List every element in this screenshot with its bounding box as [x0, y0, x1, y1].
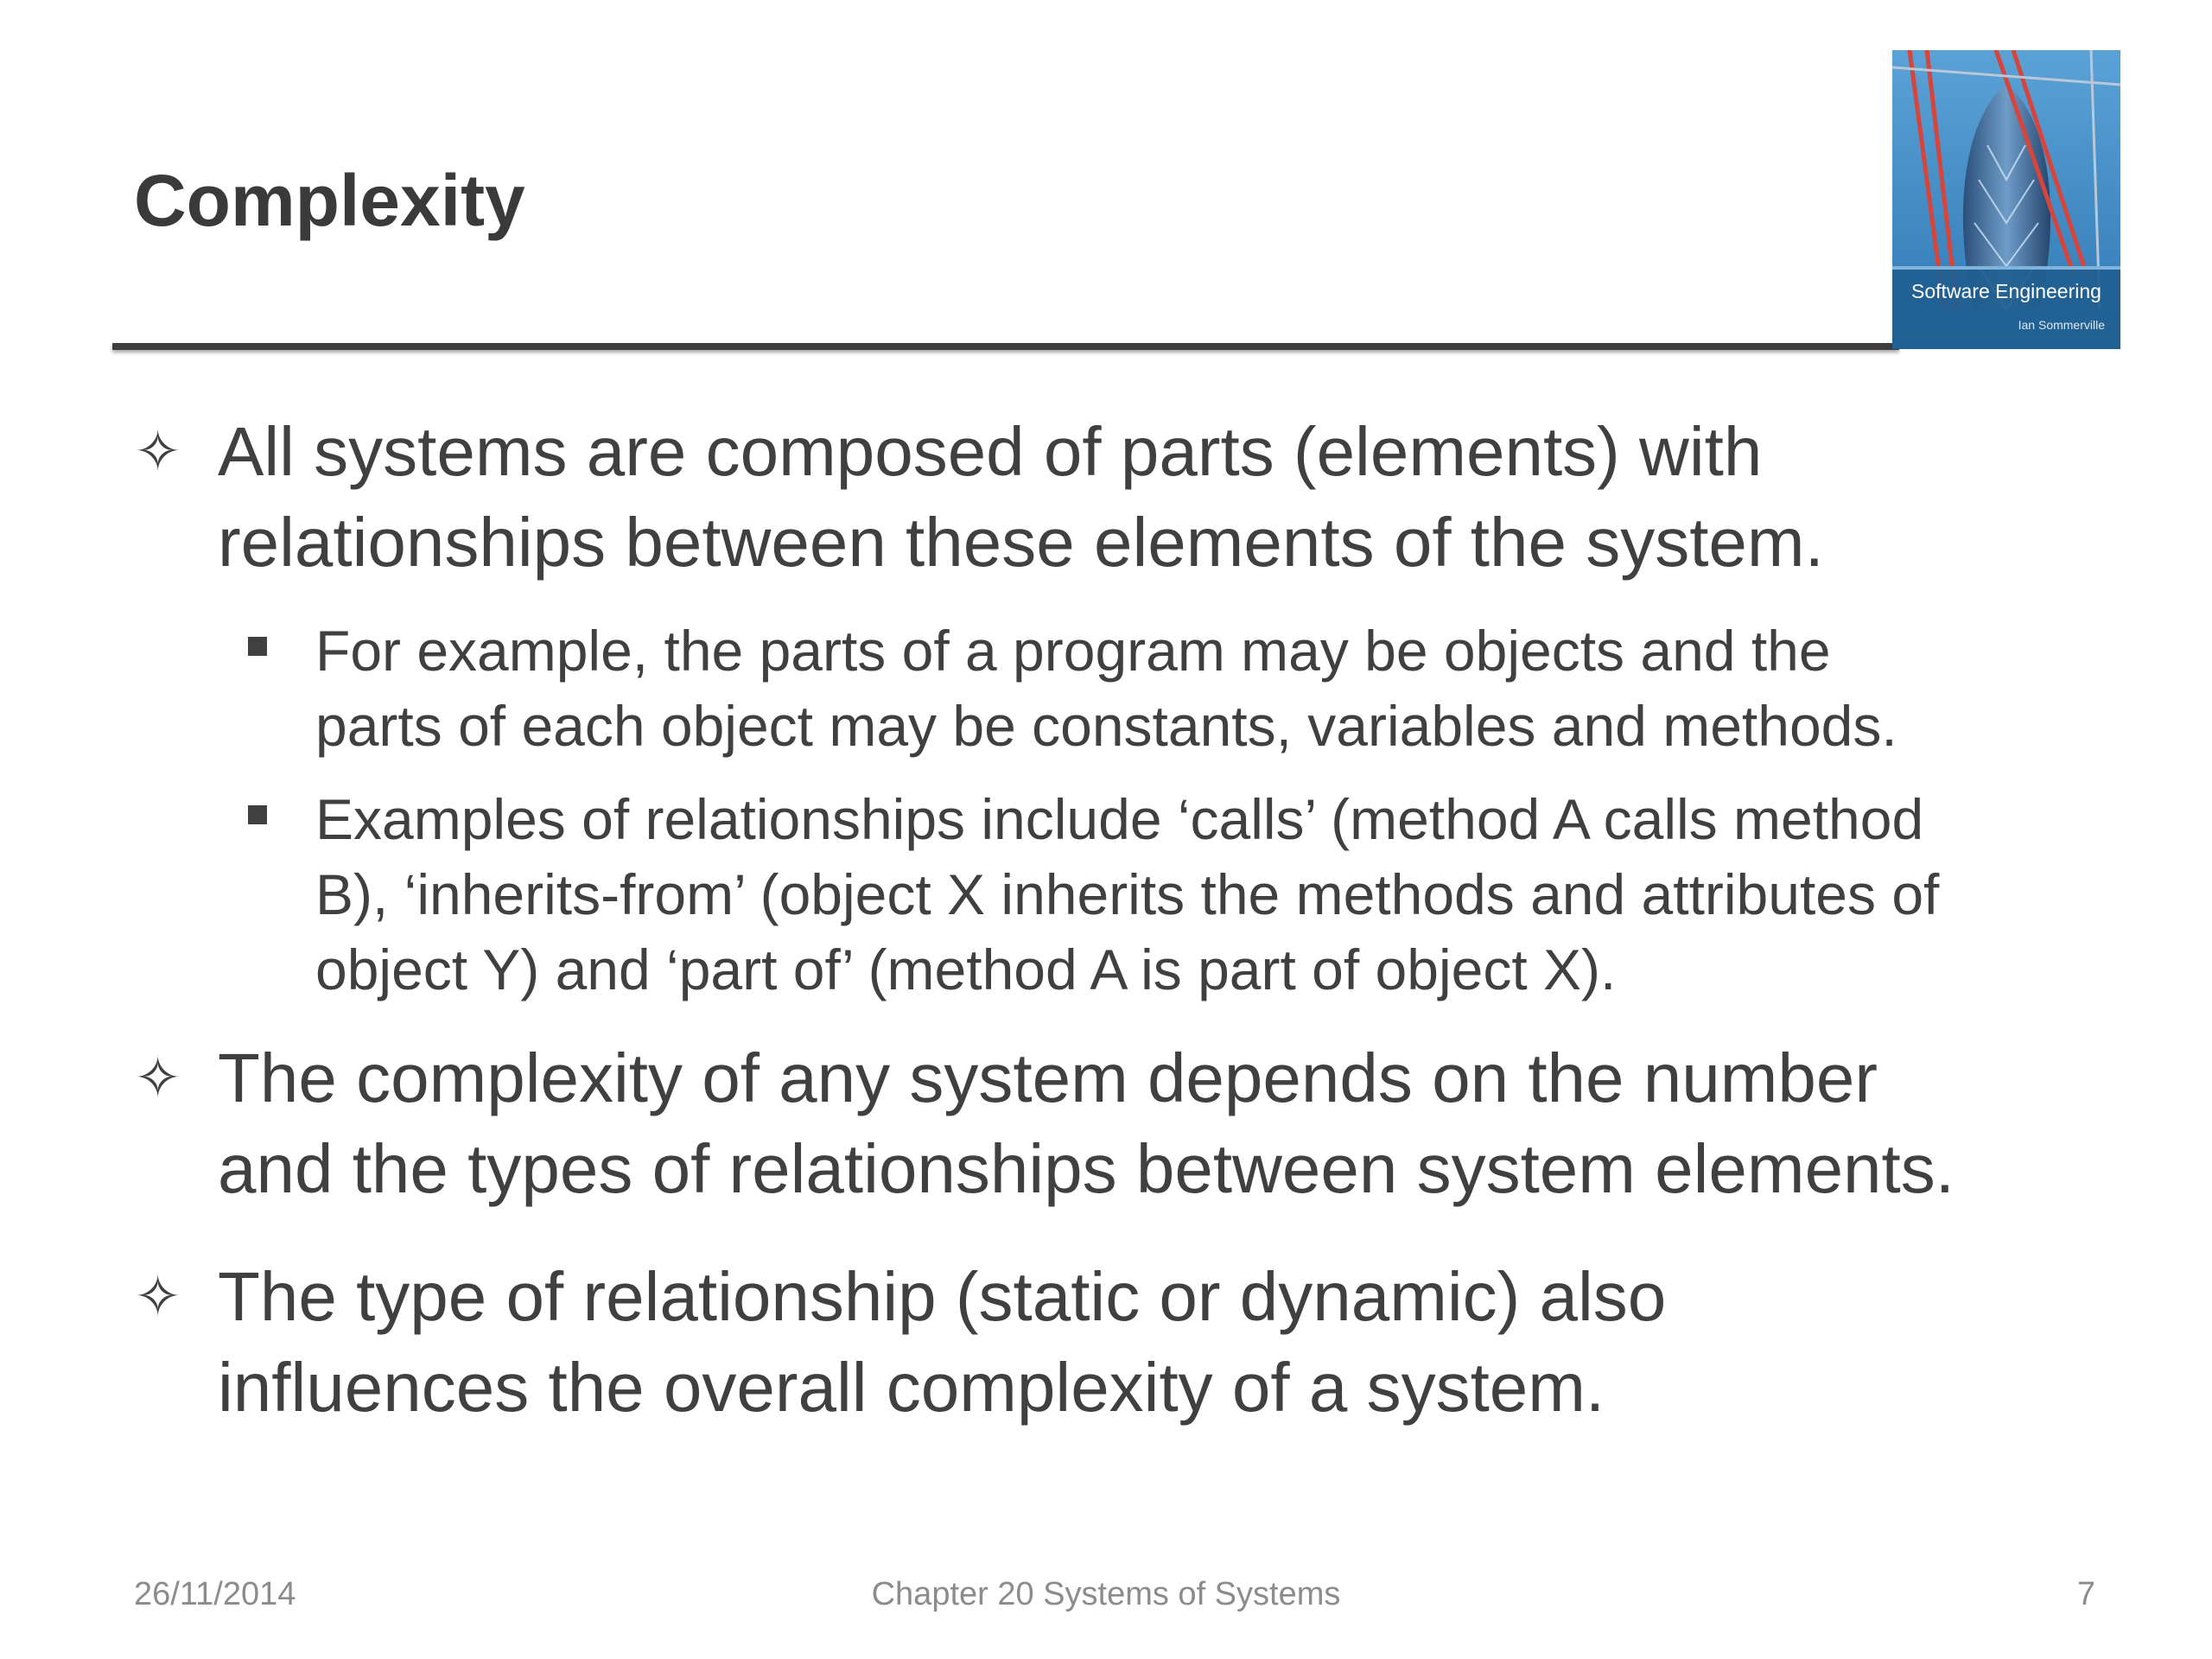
book-cover-image	[1892, 50, 2120, 349]
square-bullet-icon	[248, 637, 267, 656]
cover-title: Software Engineering	[1911, 280, 2101, 302]
bullet-text: The type of relationship (static or dynamic) also influences the overall complexity of a system.	[218, 1258, 1667, 1426]
cover-author: Ian Sommerville	[2018, 318, 2105, 332]
diamond-star-bullet-icon: ✧	[134, 1264, 182, 1328]
square-bullet-icon	[248, 805, 267, 824]
footer-date: 26/11/2014	[134, 1576, 296, 1612]
bullet-text: The complexity of any system depends on the number and the types of relationships between system elements.	[218, 1039, 1955, 1207]
title-rule	[112, 343, 1899, 350]
footer-chapter-title: Chapter 20 Systems of Systems	[871, 1576, 1341, 1612]
footer-page-number: 7	[2076, 1576, 2095, 1612]
sub-bullet-text: Examples of relationships include ‘calls’ (method A calls method B), ‘inherits-from’ (object X inherits the methods and attributes of object Y) and ‘part of’ (method A is part of object X).	[315, 787, 1940, 1001]
sub-bullet-text: For example, the parts of a program may be objects and the parts of each object may be constants, variables and methods.	[315, 619, 1897, 758]
diamond-star-bullet-icon: ✧	[134, 419, 182, 483]
cover-illustration	[1892, 50, 2120, 349]
diamond-star-bullet-icon: ✧	[134, 1046, 182, 1109]
slide-title: Complexity	[134, 160, 525, 241]
bullet-text: All systems are composed of parts (elements) with relationships between these elements of the system.	[218, 413, 1824, 581]
